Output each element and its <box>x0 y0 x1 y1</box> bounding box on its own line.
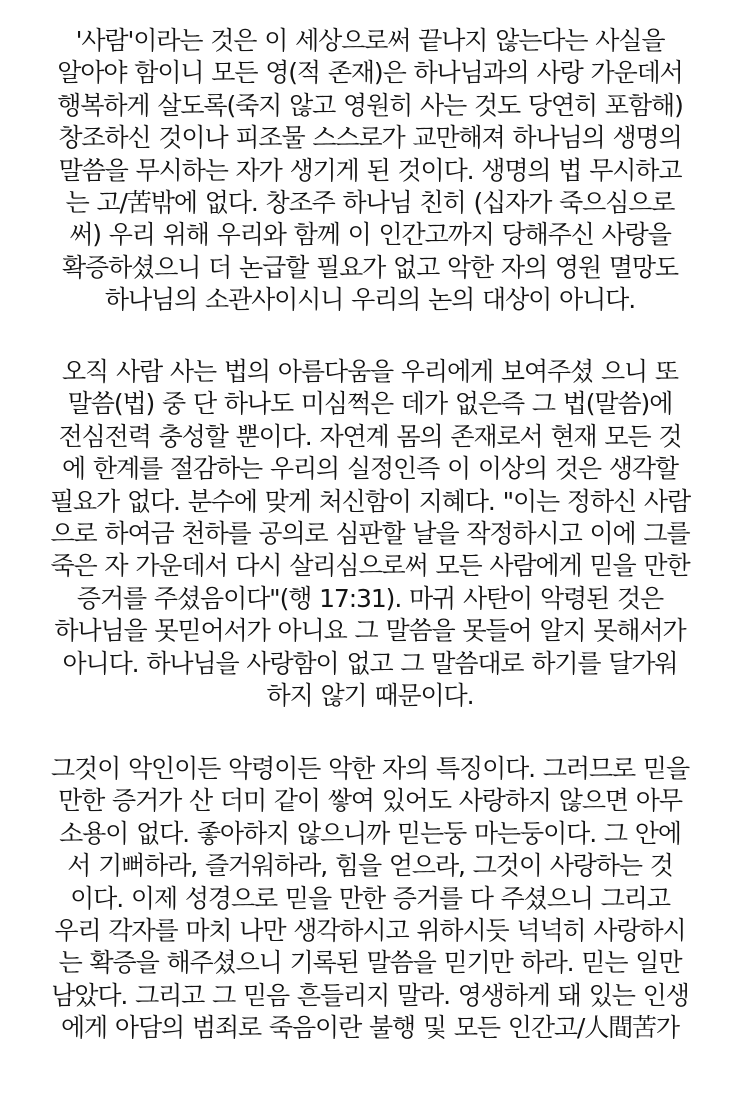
text-line: 으로 하여금 천하를 공의로 심판할 날을 작정하시고 이에 그를 <box>50 518 690 548</box>
text-line: 에게 아담의 범죄로 죽음이란 불행 및 모든 인간고/人間苦가 <box>60 1013 679 1043</box>
text-line: 필요가 없다. 분수에 맞게 처신함이 지혜다. "이는 정하신 사람 <box>49 486 691 516</box>
text-line: 서 기뻐하라, 즐거워하라, 힘을 얻으라, 그것이 사랑하는 것 <box>67 851 673 881</box>
paragraph-1 <box>12 25 728 317</box>
text-line: 하나님의 소관사이시니 우리의 논의 대상이 아니다. <box>104 285 636 315</box>
text-line: 그것이 악인이든 악령이든 악한 자의 특징이다. 그러므로 믿을 <box>50 754 690 783</box>
text-line: 오직 사람 사는 법의 아름다움을 우리에게 보여주셨 으니 또 <box>62 357 678 386</box>
text-line: 아니다. 하나님을 사랑함이 없고 그 말씀대로 하기를 달가워 <box>62 648 678 678</box>
text-line: 말씀(법) 중 단 하나도 미심쩍은 데가 없은즉 그 법(말씀)에 <box>67 389 673 419</box>
text-line: 창조하신 것이나 피조물 스스로가 교만해져 하나님의 생명의 <box>58 123 682 153</box>
text-line: 이다. 이제 성경으로 믿을 만한 증거를 다 주셨으니 그리고 <box>70 883 670 913</box>
text-line: 우리 각자를 마치 나만 생각하시고 위하시듯 넉넉히 사랑하시 <box>54 915 686 945</box>
text-line: 죽은 자 가운데서 다시 살리심으로써 모든 사람에게 믿을 만한 <box>50 551 690 581</box>
text-line: 남았다. 그리고 그 믿음 흔들리지 말라. 영생하게 돼 있는 인생 <box>51 980 689 1010</box>
text-line: 는 확증을 해주셨으니 기록된 말씀을 믿기만 하라. 믿는 일만 <box>58 948 682 978</box>
text-line: 증거를 주셨음이다"(행 17:31). 마귀 사탄이 악령된 것은 <box>76 583 664 613</box>
text-line: 써) 우리 위해 우리와 함께 이 인간고까지 당해주신 사랑을 <box>69 220 671 250</box>
text-line: '사람'이라는 것은 이 세상으로써 끝나지 않는다는 사실을 <box>75 26 665 55</box>
text-line: 알아야 함이니 모든 영(적 존재)은 하나님과의 사랑 가운데서 <box>57 58 683 88</box>
text-line: 하나님을 못믿어서가 아니요 그 말씀을 못들어 알지 못해서가 <box>54 616 686 646</box>
text-line: 전심전력 충성할 뿐이다. 자연계 몸의 존재로서 현재 모든 것 <box>58 421 682 451</box>
text-line: 만한 증거가 산 더미 같이 쌓여 있어도 사랑하지 않으면 아무 <box>58 786 682 816</box>
text-line: 하지 않기 때문이다. <box>266 680 474 710</box>
text-line: 행복하게 살도록(죽지 않고 영원히 사는 것도 당연히 포함해) <box>57 90 683 120</box>
text-line: 말씀을 무시하는 자가 생기게 된 것이다. 생명의 법 무시하고 <box>58 155 682 185</box>
text-line: 는 고/苦밖에 없다. 창조주 하나님 친히 (십자가 죽으심으로 <box>65 187 675 217</box>
paragraph-2 <box>12 356 728 712</box>
text-line: 소용이 없다. 좋아하지 않으니까 믿는둥 마는둥이다. 그 안에 <box>59 818 681 848</box>
paragraph-3 <box>12 753 728 1045</box>
text-line: 에 한계를 절감하는 우리의 실정인즉 이 이상의 것은 생각할 <box>62 454 678 484</box>
text-line: 확증하셨으니 더 논급할 필요가 없고 악한 자의 영원 멸망도 <box>62 252 678 282</box>
